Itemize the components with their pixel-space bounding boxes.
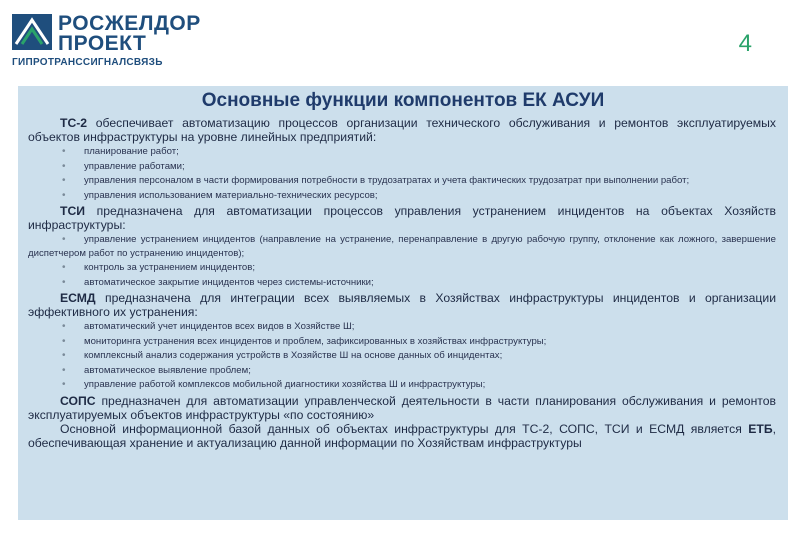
bullet-text: контроль за устранением инцидентов; (84, 262, 256, 273)
bullet-text: комплексный анализ содержания устройств в Хозяйстве Ш на основе данных об инцидентах; (84, 350, 503, 361)
closing-text-start: Основной информационной базой данных об объектах инфраструктуры для ТС-2, СОПС, ТСИ и ЕСМД является (60, 421, 749, 436)
section-paragraph (28, 394, 776, 422)
bullet-text: управление устранением инцидентов (направление на устранение, перенаправление в другую рабочую группу, отклонение как ложного, завершение диспетчером работ по устранению инцидентов); (28, 234, 776, 259)
bullet-item (28, 233, 776, 260)
bullet-marker-icon: • (62, 335, 66, 347)
bullet-item (28, 174, 776, 188)
bullet-marker-icon: • (62, 321, 66, 332)
slide-content (18, 86, 788, 520)
bullet-item (28, 189, 776, 203)
bullet-text: управления использованием материально-технических ресурсов; (84, 189, 378, 201)
section-paragraph (28, 116, 776, 144)
bullet-item (28, 378, 776, 392)
bullet-text: управление работами; (84, 160, 185, 172)
footer-band (0, 520, 800, 554)
bullet-marker-icon: • (62, 189, 66, 201)
section-lead-term: СОПС (60, 393, 96, 408)
bullet-item (28, 335, 776, 349)
bullet-item (28, 320, 776, 334)
section-text: предназначен для автоматизации управленческой деятельности в части планирования обслуживания и ремонтов эксплуатируемых объектов инфраструктуры «по состоянию» (28, 393, 776, 422)
section-paragraph (28, 291, 776, 319)
section-text: предназначена для автоматизации процессов управления устранением инцидентов на объектах Хозяйств инфраструктуры: (28, 204, 776, 232)
bullet-marker-icon: • (62, 262, 66, 273)
section-lead-term: ТСИ (60, 204, 86, 218)
bullet-marker-icon: • (62, 276, 66, 288)
bullet-item (28, 145, 776, 159)
bullet-marker-icon: • (62, 146, 66, 157)
bullet-item (28, 261, 776, 275)
bullet-marker-icon: • (62, 234, 66, 245)
section-text: обеспечивает автоматизацию процессов организации технического обслуживания и ремонтов эксплуатируемых объектов инфраструктуры на уровне линейных предприятий: (28, 116, 776, 144)
bullet-text: автоматический учет инцидентов всех видов в Хозяйстве Ш; (84, 321, 355, 332)
bullet-text: автоматическое выявление проблем; (84, 364, 251, 376)
bullet-item (28, 276, 776, 290)
logo-subtitle: ГИПРОТРАНССИГНАЛСВЯЗЬ (12, 57, 163, 68)
section-lead-term: ТС-2 (60, 116, 88, 130)
bullet-text: управления персоналом в части формирования потребности в трудозатратах и учета фактических трудозатрат при выполнении работ; (84, 175, 690, 186)
bullet-marker-icon: • (62, 379, 66, 390)
bullet-text: планирование работ; (84, 146, 179, 157)
slide-title: Основные функции компонентов ЕК АСУИ (201, 90, 605, 111)
closing-text-end: , обеспечивающая хранение и актуализацию данной информации по Хозяйствам инфраструктуры (28, 421, 776, 450)
bullet-text: мониторинга устранения всех инцидентов и проблем, зафиксированных в хозяйствах инфраструктуры; (84, 335, 547, 347)
section-text: предназначена для интеграции всех выявляемых в Хозяйствах инфраструктуры инцидентов и организации эффективного их устранения: (28, 291, 776, 319)
bullet-text: управление работой комплексов мобильной диагностики хозяйства Ш и инфраструктуры; (84, 379, 486, 390)
bullet-list (28, 320, 776, 392)
section-lead-term: ЕСМД (60, 291, 96, 305)
closing-bold-term: ЕТБ (748, 421, 773, 436)
closing-paragraph (28, 422, 776, 450)
company-logo-icon (12, 14, 52, 50)
header (0, 0, 800, 86)
slide-body (28, 116, 776, 450)
bullet-marker-icon: • (62, 350, 66, 361)
page-number: 4 (738, 30, 752, 57)
bullet-marker-icon: • (62, 175, 66, 186)
logo-text-line1: РОСЖЕЛДОР (58, 12, 201, 35)
bullet-marker-icon: • (62, 364, 66, 376)
bullet-list (28, 233, 776, 289)
bullet-text: автоматическое закрытие инцидентов через системы-источники; (84, 276, 374, 288)
bullet-list (28, 145, 776, 202)
section-paragraph (28, 204, 776, 232)
bullet-item (28, 349, 776, 363)
bullet-item (28, 364, 776, 378)
logo-text-line2: ПРОЕКТ (58, 32, 147, 55)
bullet-item (28, 160, 776, 174)
bullet-marker-icon: • (62, 160, 66, 172)
